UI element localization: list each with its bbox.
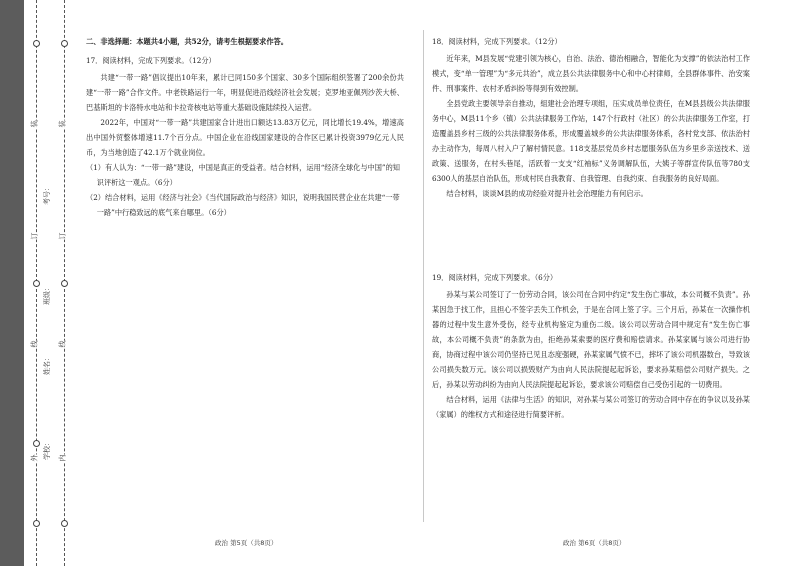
- q18-paragraph-1: 近年来，M县发展“党建引领为核心，自治、法治、德治相融合，智能化为支撑”的依法治村工作模式，变“单一管理”为“多元共治”，成立县公共法律服务中心和中心村律师，全县群体事件、治安案件、刑事案件、农村矛盾纠纷等得到有效控制。: [432, 54, 750, 93]
- section-title: 二、非选择题：本题共4小题，共52分，请考生根据要求作答。: [86, 37, 288, 46]
- q18-head: 18．阅读材料，完成下列要求。（12分）: [432, 37, 562, 46]
- q18-question: 结合材料，谈谈M县的成功经验对提升社会治理能力有何启示。: [446, 189, 648, 198]
- binding-char: 线: [30, 340, 39, 348]
- binding-char: 装: [30, 120, 39, 128]
- binding-char: 装: [58, 120, 67, 128]
- binding-hole: [61, 520, 68, 527]
- q19-head: 19．阅读材料，完成下列要求。（6分）: [432, 273, 558, 282]
- q19-block: [432, 270, 750, 422]
- binding-hole: [33, 440, 40, 447]
- side-mark-outer: 外: [30, 454, 39, 462]
- binding-char: 订: [30, 232, 39, 240]
- q17-paragraph-1: 共建“一带一路”倡议提出10年来，累计已同150多个国家、30多个国际组织签署了200余份共建“一带一路”合作文件。中老铁路运行一年，明显促进沿线经济社会发展；克罗地亚佩列沙茨大桥、巴基斯坦的卡洛特水电站和卡拉奇核电站等重大基础设施陆续投入运营。: [86, 73, 404, 112]
- class-field[interactable]: 班级：: [43, 284, 51, 305]
- name-field[interactable]: 姓名：: [43, 354, 51, 375]
- binding-char: 订: [58, 232, 67, 240]
- left-page-footer: 政治 第5页（共8页）: [215, 539, 278, 547]
- right-page: [432, 34, 750, 201]
- right-page-footer: 政治 第6页（共8页）: [563, 539, 626, 547]
- binding-char: 线: [58, 340, 67, 348]
- page-divider: [423, 30, 424, 522]
- binding-area: [24, 0, 70, 566]
- q17-paragraph-2: 2022年，中国对“一带一路”共建国家合计进出口额达13.83万亿元，同比增长19.4%，增速高出中国外贸整体增速11.7个百分点。中国企业在沿线国家建设的合作区已累计投资3979亿元人民币，为当地创造了42.1万个就业岗位。: [86, 118, 404, 157]
- q17-sub-2: （2）结合材料，运用《经济与社会》《当代国际政治与经济》知识，说明我国民营企业在共建“一带一路”中行稳致远的底气来自哪里。（6分）: [86, 193, 400, 217]
- binding-strip: [0, 0, 24, 566]
- side-mark-inner: 内: [58, 454, 67, 462]
- q17-sub-1: （1）有人认为：“一带一路”建设，中国是真正的受益者。结合材料，运用“经济全球化与中国”的知识评析这一观点。（6分）: [86, 163, 400, 187]
- exam-number-field[interactable]: 考号：: [43, 184, 51, 205]
- binding-hole: [33, 280, 40, 287]
- q18-paragraph-2: 全县党政主要领导亲自推动，組建社会治理专项组，压实成员单位责任，在M县县级公共法律服务中心，M县11个乡（镇）公共法律服务工作站，147个行政村（社区）的公共法律服务工作室，打造覆盖县乡村三级的公共法律服务体系，形成覆盖城乡的公共法律服务体系，各村党支部、依法治村办主动作为，每周八村入户了解村情民意。118支基层党员乡村志愿服务队伍为乡里乡亲送技术、送政策、送服务，在村头巷尾，活跃着一支支“红袖标”义务调解队伍，大姨子等群宣传队伍等780支6300人的基层自治队伍，形成村民自我教育、自我管理、自我约束、自我服务的良好局面。: [432, 99, 750, 183]
- binding-hole: [33, 40, 40, 47]
- school-field[interactable]: 学校：: [43, 439, 51, 460]
- binding-hole: [61, 280, 68, 287]
- q19-question: 结合材料，运用《法律与生活》的知识，对孙某与某公司签订的劳动合同中存在的争议以及孙某（家属）的维权方式和途径进行简要评析。: [432, 395, 750, 419]
- binding-hole: [61, 40, 68, 47]
- left-page: [86, 34, 404, 220]
- binding-hole: [33, 520, 40, 527]
- q17-head: 17．阅读材料，完成下列要求。（12分）: [86, 56, 216, 65]
- q19-paragraph-1: 孙某与某公司签订了一份劳动合同，该公司在合同中约定“发生伤亡事故，本公司概不负责”。孙某因急于找工作，且担心不签字丢失工作机会，于是在合同上签了字。三个月后，孙某在一次操作机器的过程中发生意外受伤，经专业机构鉴定为重伤二级。该公司以劳动合同中规定有“发生伤亡事故，本公司概不负责”的条款为由，拒绝孙某索要的医疗费和赔偿请求。孙某家属与该公司进行协商，协商过程中该公司仍坚持已见且态度强硬，孙某家属气愤不已，摔坏了该公司机器数台，导致该公司损失数万元。该公司以损毁财产为由向人民法院提起起诉讼，要求孙某赔偿公司财产损失。之后，孙某以劳动纠纷为由向人民法院提起起诉讼，要求该公司赔偿自己受伤引起的一切费用。: [432, 290, 750, 389]
